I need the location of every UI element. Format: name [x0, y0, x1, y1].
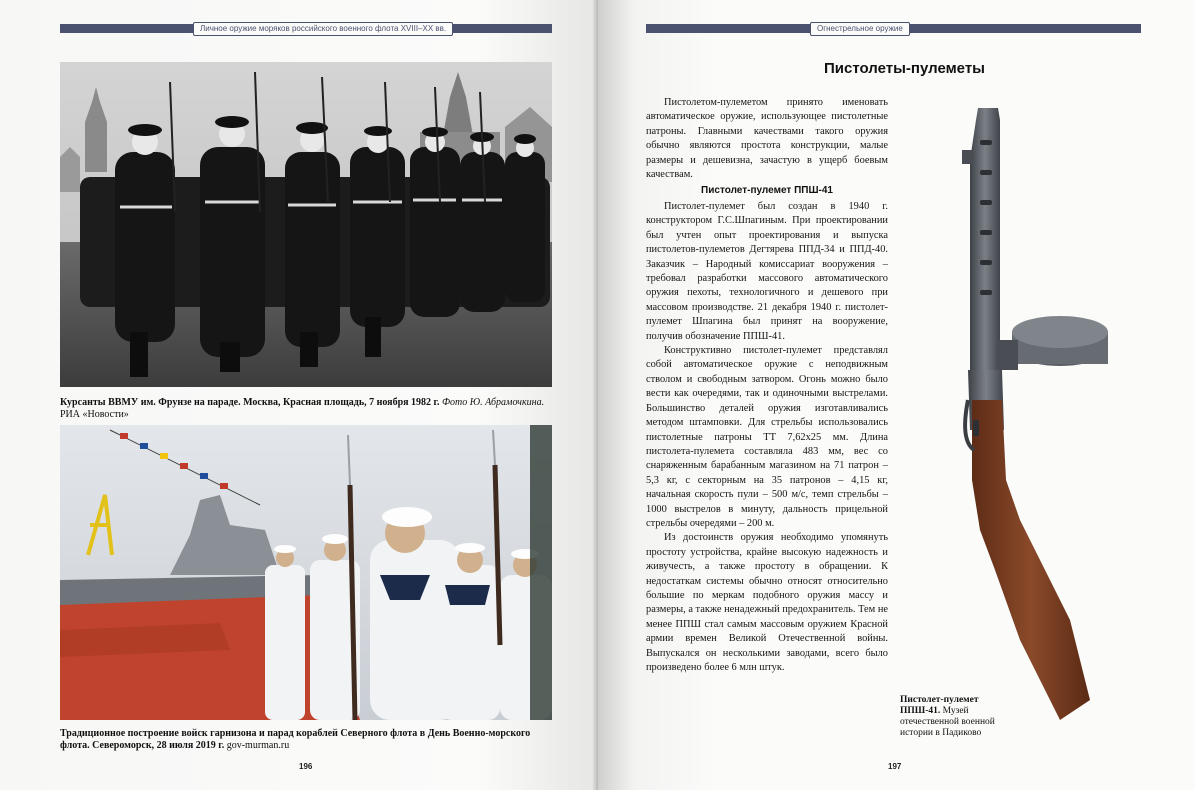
caption-source: gov-murman.ru — [226, 740, 290, 751]
right-header-label: Огнестрельное оружие — [810, 22, 910, 36]
caption-source: РИА «Новости» — [60, 409, 129, 420]
section-title: Пистолеты-пулеметы — [824, 60, 985, 77]
page-number-left: 196 — [299, 762, 313, 771]
caption-bold: Традиционное построение войск гарнизона и парад кораблей Северного флота в День Военно-морского флота. Североморск, 28 июля 2019 г. — [60, 728, 531, 751]
ppsh41-photo — [940, 100, 1115, 730]
left-page — [0, 0, 597, 790]
caption-credit: Фото Ю. Абрамочкина. — [441, 397, 545, 408]
gun-caption — [900, 695, 1000, 739]
navy-day-parade-photo — [60, 425, 552, 720]
caption-bold: Курсанты ВВМУ им. Фрунзе на параде. Москва, Красная площадь, 7 ноября 1982 г. — [60, 397, 440, 408]
paragraph-design: Конструктивно пистолет-пулемет представлял собой автоматическое оружие с неподвижным стволом и свободным затвором. Огонь можно было вести как очередями, так и одиночными выстрелами. Большинство деталей оружия изготавливались методом штамповки. Для стрельбы использовались пистолетные патроны ТТ 7,62x25 мм. Длина пистолета-пулемета составляла 483 мм, вес со снаряженным барабанным магазином на 71 патрон – 5,3 кг, с секторным на 35 патронов – 4,15 кг, начальная скорость пули – 500 м/с, темп стрельбы – 1000 выстрелов в минуту, дальность прицельной стрельбы очередями – 200 м. — [646, 345, 888, 529]
parade-photo-caption — [60, 397, 550, 421]
gun-caption-museum: Музей отечественной военной истории в Падиково — [900, 706, 995, 738]
left-header-label: Личное оружие моряков российского военного флота XVIII–XX вв. — [193, 22, 453, 36]
page-number-right: 197 — [888, 762, 902, 771]
article-body — [646, 200, 888, 675]
intro-paragraph — [646, 96, 888, 182]
parade-photo-red-square — [60, 62, 552, 387]
paragraph-evaluation: Из достоинств оружия необходимо упомянуть простоту устройства, крайне высокую надежность и живучесть, а также простоту в обращении. К недостаткам системы обычно относят относительно большие по меркам подобного оружия массу и размеры, а также ненадежный предохранитель. Тем не менее ППШ стал самым массовым оружием Красной армии времен Великой Отечественной войны. Выпускался он несколькими заводами, всего было произведено более 6 млн штук. — [646, 532, 888, 673]
subheading-ppsh41: Пистолет-пулемет ППШ-41 — [701, 185, 833, 196]
intro-text: Пистолетом-пулеметом принято именовать автоматическое оружие, использующее пистолетные патроны. Главными качествами такого оружия обычно являются простота конструкции, малые размеры и дешевизна, зачастую в ущерб боевым качествам. — [646, 97, 888, 181]
gun-caption-bold: Пистолет-пулемет ППШ-41. — [900, 695, 979, 716]
paragraph-history: Пистолет-пулемет был создан в 1940 г. конструктором Г.С.Шпагиным. При проектировании был учтен опыт проектирования и выпуска пистолетов-пулеметов Дегтярева ППД-34 и ППД-40. Заказчик – Народный комиссариат вооружения – требовал разработки массового автоматического оружия пехоты, технологичного и дешевого при массовом производстве. 21 декабря 1940 г. пистолет-пулемет Шпагина был принят на вооружение, получив обозначение ППШ-41. — [646, 201, 888, 342]
navy-parade-caption — [60, 728, 550, 752]
